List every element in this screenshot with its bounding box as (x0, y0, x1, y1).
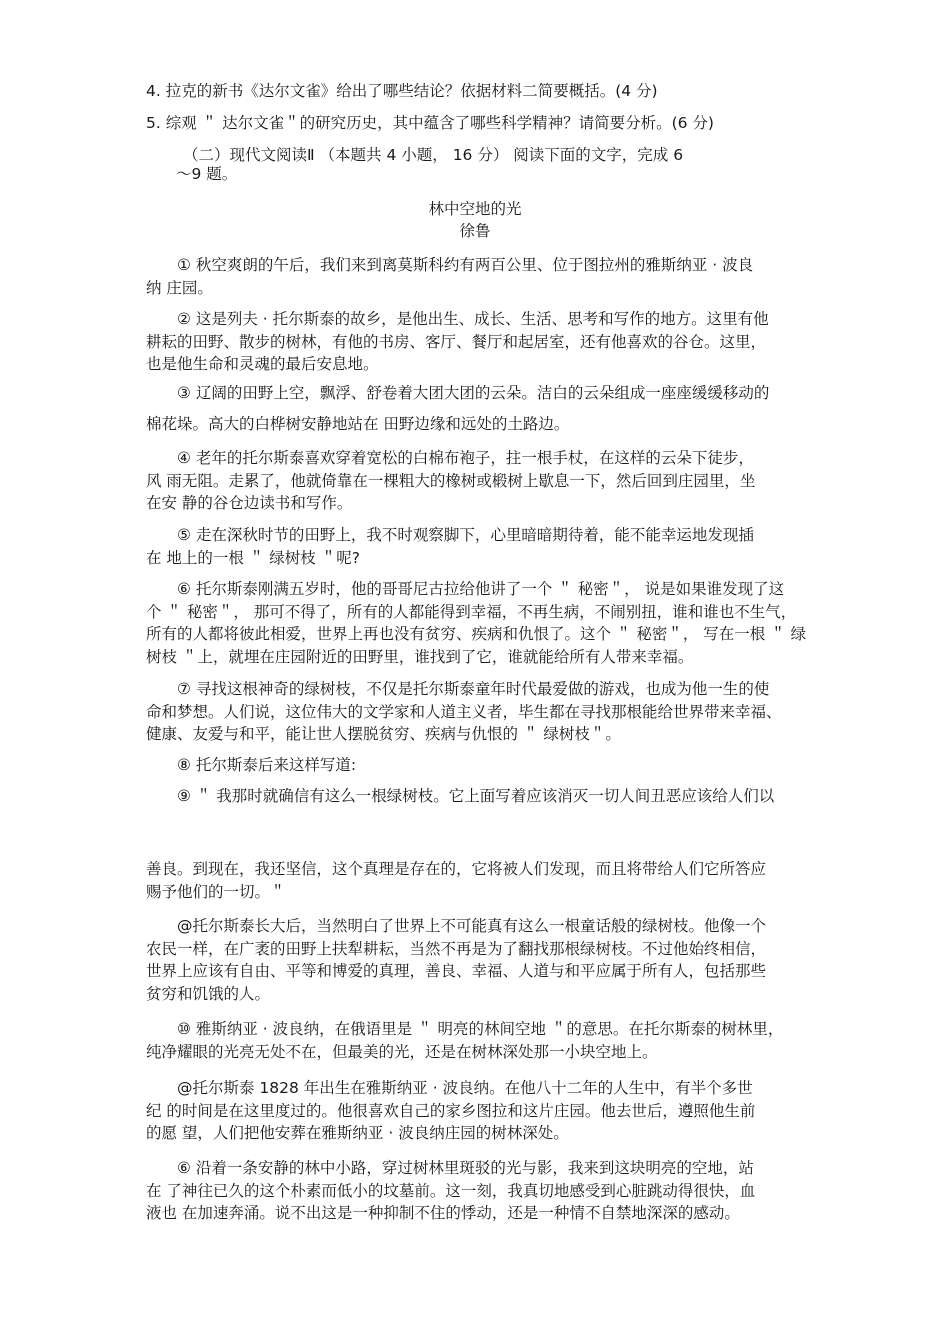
paragraph-13 (146, 1157, 816, 1225)
text-line: 个 ＂ 秘密＂， 那可不得了，所有的人都能得到幸福，不再生病，不闹别扭，谁和谁也不生气， (146, 602, 797, 621)
text-line: ⑧ 托尔斯泰后来这样写道: (177, 756, 357, 774)
text-line: ③ 辽阔的田野上空，飘浮、舒卷着大团大团的云朵。洁白的云朵组成一座座缓缓移动的 (177, 384, 770, 402)
text-line: 液也 在加速奔涌。说不出这是一种抑制不住的悸动，还是一种情不自禁地深深的感动。 (146, 1204, 740, 1222)
text-line: ⑩ 雅斯纳亚 · 波良纳，在俄语里是 ＂ 明亮的林间空地 ＂的意思。在托尔斯泰的树林里， (177, 1020, 784, 1038)
text-line: ⑦ 寻找这根神奇的绿树枝，不仅是托尔斯泰童年时代最爱做的游戏，也成为他一生的使 (177, 680, 770, 698)
text-line: ④ 老年的托尔斯泰喜欢穿着宽松的白棉布袍子，拄一根手杖，在这样的云朵下徒步， (177, 449, 754, 467)
text-line: 赐予他们的一切。＂ (146, 882, 286, 901)
paragraph-10 (146, 915, 816, 1005)
text-line: 世界上应该有自由、平等和博爱的真理，善良、幸福、人道与和平应属于所有人，包括那些 (146, 962, 767, 980)
text-line: ⑥ 沿着一条安静的林中小路，穿过树林里斑驳的光与影，我来到这块明亮的空地，站 (177, 1159, 754, 1177)
text-line: 纯净耀眼的光亮无处不在，但最美的光，还是在树林深处那一小块空地上。 (146, 1042, 658, 1061)
paragraph-7 (146, 678, 816, 746)
text-line: 在安 静的谷仓边读书和写作。 (146, 494, 353, 512)
text-line: @托尔斯泰长大后，当然明白了世界上不可能真有这么一根童话般的绿树枝。他像一个 (177, 917, 767, 935)
text-line: ⑥ 托尔斯泰刚满五岁时，他的哥哥尼古拉给他讲了一个 ＂ 秘密＂， 说是如果谁发现了这 (177, 580, 785, 598)
section-heading: （二）现代文阅读Ⅱ （本题共 4 小题， 16 分） 阅读下面的文字，完成 6 (183, 146, 684, 164)
question-4: 4. 拉克的新书《达尔文雀》给出了哪些结论？依据材料二简要概括。(4 分) (146, 82, 658, 100)
text-line: ⑤ 走在深秋时节的田野上，我不时观察脚下，心里暗暗期待着，能不能幸运地发现插 (177, 526, 754, 544)
text-line: 棉花垛。高大的白桦树安静地站在 田野边缘和远处的土路边。 (146, 414, 570, 433)
text-line: 的愿 望，人们把他安葬在雅斯纳亚 · 波良纳庄园的树林深处。 (146, 1124, 569, 1142)
paragraph-1 (146, 254, 816, 299)
text-line: ① 秋空爽朗的午后，我们来到离莫斯科约有两百公里、位于图拉州的雅斯纳亚 · 波良 (177, 256, 754, 274)
text-line: 耕耘的田野、散步的树林，有他的书房、客厅、餐厅和起居室，还有他喜欢的谷仓。这里， (146, 332, 767, 351)
paragraph-9-continued (146, 858, 816, 903)
question-5: 5. 综观 ＂ 达尔文雀＂的研究历史，其中蕴含了哪些科学精神？请简要分析。(6 分) (146, 114, 714, 132)
text-line: 健康、友爱与和平，能让世人摆脱贫穷、疾病与仇恨的 ＂ 绿树枝＂。 (146, 725, 621, 743)
text-line: ② 这是列夫 · 托尔斯泰的故乡，是他出生、成长、生活、思考和写作的地方。这里有他 (177, 310, 769, 328)
paragraph-6 (146, 578, 816, 668)
text-line: 贫穷和饥饿的人。 (146, 984, 271, 1003)
text-line: 在 了神往已久的这个朴素而低小的坟墓前。这一刻，我真切地感受到心脏跳动得很快，血 (146, 1181, 756, 1200)
section-heading-cont: ～9 题。 (176, 165, 238, 183)
text-line: 所有的人都将彼此相爱，世界上再也没有贫穷、疾病和仇恨了。这个 ＂ 秘密＂， 写在一根 ＂ 绿 (146, 625, 807, 643)
text-line: @托尔斯泰 1828 年出生在雅斯纳亚 · 波良纳。在他八十二年的人生中，有半个多世 (177, 1079, 753, 1097)
paragraph-4 (146, 447, 816, 515)
text-line: 命和梦想。人们说，这位伟大的文学家和人道主义者，毕生都在寻找那根能给世界带来幸福、 (146, 702, 782, 721)
text-line: 善良。到现在，我还坚信，这个真理是存在的，它将被人们发现，而且将带给人们它所答应 (146, 860, 767, 878)
text-line: 风 雨无阻。走累了，他就倚靠在一棵粗大的橡树或椴树上歇息一下，然后回到庄园里，坐 (146, 471, 756, 490)
text-line: 在 地上的一根 ＂ 绿树枝 ＂呢? (146, 548, 360, 567)
text-line: 农民一样，在广袤的田野上扶犁耕耘，当然不再是为了翻找那根绿树枝。不过他始终相信， (146, 939, 767, 958)
paragraph-11 (146, 1018, 816, 1063)
paragraph-2 (146, 308, 816, 376)
article-title: 林中空地的光 (428, 200, 522, 218)
text-line: 树枝 ＂上，就埋在庄园附近的田野里，谁找到了它，谁就能给所有人带来幸福。 (146, 647, 694, 666)
text-line: ⑨ ＂ 我那时就确信有这么一根绿树枝。它上面写着应该消灭一切人间丑恶应该给人们以 (177, 787, 775, 805)
paragraph-3 (146, 382, 816, 435)
text-line: 也是他生命和灵魂的最后安息地。 (146, 355, 379, 373)
paragraph-12 (146, 1077, 816, 1145)
paragraph-8 (146, 754, 816, 777)
text-line: 纪 的时间是在这里度过的。他很喜欢自己的家乡图拉和这片庄园。他去世后，遵照他生前 (146, 1101, 756, 1120)
paragraph-9 (146, 785, 816, 808)
article-author: 徐鲁 (459, 222, 491, 240)
paragraph-5 (146, 524, 816, 569)
text-line: 纳 庄园。 (146, 278, 213, 297)
